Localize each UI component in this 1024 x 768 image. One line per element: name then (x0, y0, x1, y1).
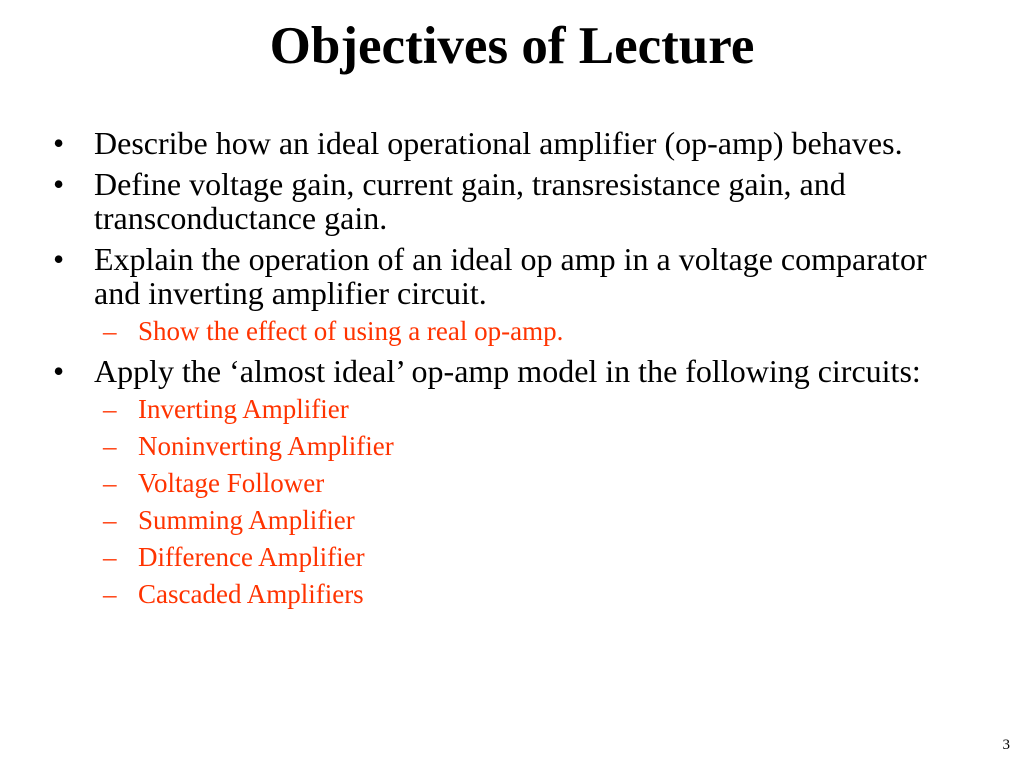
dash-icon: – (103, 431, 117, 461)
sub-text: Summing Amplifier (138, 505, 355, 535)
sub-list (94, 394, 964, 610)
bullet-dot-icon: • (53, 166, 65, 202)
sub-item (94, 468, 964, 499)
sub-item (94, 505, 964, 536)
sub-list (94, 316, 964, 347)
page-number: 3 (1002, 737, 1010, 753)
sub-text: Show the effect of using a real op-amp. (138, 316, 564, 346)
bullet-text: Explain the operation of an ideal op amp in a voltage comparator and inverting amplifier circuit. (94, 241, 927, 311)
bullet-item (0, 354, 1024, 610)
sub-text: Cascaded Amplifiers (138, 579, 364, 609)
dash-icon: – (103, 579, 117, 609)
dash-icon: – (103, 394, 117, 424)
sub-text: Voltage Follower (138, 468, 325, 498)
sub-item (94, 431, 964, 462)
bullet-text: Describe how an ideal operational amplifier (op-amp) behaves. (94, 125, 903, 161)
sub-item (94, 542, 964, 573)
bullet-item (0, 242, 1024, 347)
sub-text: Difference Amplifier (138, 542, 365, 572)
bullet-dot-icon: • (53, 353, 65, 389)
dash-icon: – (103, 542, 117, 572)
sub-item (94, 394, 964, 425)
objectives-list (0, 126, 1024, 617)
sub-item (94, 316, 964, 347)
bullet-dot-icon: • (53, 125, 65, 161)
bullet-item (0, 167, 1024, 235)
bullet-item (0, 126, 1024, 160)
dash-icon: – (103, 468, 117, 498)
slide-title: Objectives of Lecture (269, 17, 755, 75)
dash-icon: – (103, 316, 117, 346)
dash-icon: – (103, 505, 117, 535)
sub-item (94, 579, 964, 610)
sub-text: Noninverting Amplifier (138, 431, 394, 461)
bullet-text: Apply the ‘almost ideal’ op-amp model in the following circuits: (94, 353, 921, 389)
bullet-dot-icon: • (53, 241, 65, 277)
bullet-text: Define voltage gain, current gain, transresistance gain, and transconductance gain. (94, 166, 846, 236)
sub-text: Inverting Amplifier (138, 394, 349, 424)
